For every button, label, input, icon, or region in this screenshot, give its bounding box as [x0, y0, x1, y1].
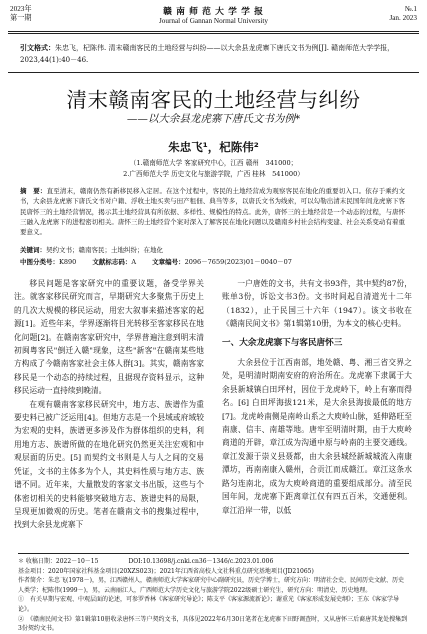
classification-line: [20, 257, 405, 267]
clc-value: K890: [59, 258, 77, 266]
abstract: [20, 186, 405, 237]
citation-label: 引文格式：: [20, 43, 55, 52]
citation-rule: [8, 72, 419, 73]
footnote-1: ① 有关早期与宏观、中观层面的论述，可参罗香林《客家研究导论》；陈支平《客家源流新论》；谢重光《客家形成发展史纲》；王东《客家学导论》。: [18, 596, 400, 613]
footnote-authors: 作者简介：朱忠飞(1978－)，男，江西赣州人，赣南师范大学客家研究中心副研究员，历史学博士，研究方向：明清社会史、民间历史文献、历史人类学；杞陈伟(1999－)，男，云南丽江人，广西师范大学历史文化与旅游学院2022级硕士研究生，研究方向：明清史、历史地理。: [18, 577, 404, 594]
body-paragraph: 大余县位于江西南部，地处赣、粤、湘三省交界之处，是明清时期南安府的府治所在。龙虎寨下隶属于大余县新城镇白田坪村，因位于龙虎岭下，岭上有寨而得名。[6] 白田坪海拔121米，是大余县海拔最低的地方[7]。龙虎岭南侧是南岭山系之大庾岭山脉，延伸路旺至南康、信丰、南雄等地。唐牢至明清时期，由于大庾岭商道的开辟，章江成为沟通中原与岭南的主要交通线。章江发源于崇义县聂都，由大余县城经新城城流入南康潭坊，再南南康入赣州，合贡江而成赣江。章江这条水路匀连南北，成为大庾岭商道的重要组成部分。清至民国年间，龙虎寨下距离章江仅有四五百米，交通便利。章江沿岸一带，以低: [222, 358, 412, 515]
abstract-text: 直至清末，赣南仍然有新移民移入定居。在这个过程中，客民的土地经营成为观察客民在地化的重要切入口。依存于乘约文书，大余县龙虎寨下唐氏文书对户籍、浮收土地买卖与田产租佃、典当等多，以唐氏文书为线索，可以勾勒出清末民国年间龙虎寨下客民唐怀三的土地经营情况，揭示其土地经营具有所依据、多样性、规模性的特点。此外，唐怀三的土地经营是一个动态的过程，与唐怀三融入龙虎寨下的进程密切相关。唐怀三的土地经营个案对深入了解客民在地化问题以及赣南乡村社会结构变建、社会关系变动有着重要意义。: [20, 187, 406, 237]
header-issue: 第一期: [10, 14, 32, 22]
keywords: [20, 245, 405, 255]
header-year: 2023年: [10, 5, 32, 13]
body-paragraph: 移民问题是客家研究中的重要议题，备受学界关注。就客家移民研究而言，早期研究大多聚焦于历史上的几次大规模的移民运动，用宏大叙事来描述客家的起源[1]。近些年来，学界逐渐将目光转移至客家移民在地化问题[2]。在赣南客家研究中，学界普遍注意到明末清初闽粤客民"倒迁入赣"现象，这些"新客"在赣南某些地方构成了今赣南客家社会主体人群[3]。其实，赣南客家移民是一个动态的持续过程，且据现存资料显示，这种移民运动一直持续到晚清。: [14, 279, 204, 396]
journal-name-cn: 赣 南 师 范 大 学 学 报: [163, 6, 264, 16]
article-title: 清末赣南客民的土地经营与纠纷: [66, 88, 361, 112]
footnote-funding: 基金项目：2020年国家社科基金项目(20XZS023)；2021年江西省高校人文社科重点研究基地项目(JD21065): [18, 567, 314, 575]
article-subtitle: ——以大余县龙虎寨下唐氏文书为例*: [126, 113, 301, 125]
body-column-left: [14, 277, 204, 532]
body-paragraph: 一户唐姓的文书，共有文书93件，其中契约87份，账单3份，诉讼文书3份。文书时间起自清道光十二年（1832），止于民国三十六年（1947）。该文书收在《赣南民间文书》第1辑第10册，为本文的核心史料。: [222, 279, 412, 329]
affiliation-2: 2.广西师范大学 历史文化与旅游学院，广西 桂林 541000）: [123, 170, 304, 178]
footnotes: [18, 557, 409, 634]
footnote-received: ＊ 收稿日期：2022－10－15 DOI:10.13698/j.cnki.cn36－1346/c.2023.01.006: [18, 558, 274, 565]
footnote-2: ② 《赣南民间文书》第1辑第10册收录唐怀三等户契约文书，具体见2022年6月30日笔者在龙虎寨下田野调查时，又从唐怀三后裔唐其龙处搜集到3份契约文书。: [18, 615, 408, 633]
article-number-label: 文章编号：: [152, 258, 185, 266]
article-authors: 朱忠飞¹，杞陈伟²: [168, 140, 259, 154]
doc-code-value: A: [131, 258, 137, 266]
journal-header: [8, 4, 419, 30]
keywords-label: 关键词：: [20, 246, 46, 254]
journal-name-en: Journal of Gannan Normal University: [159, 17, 268, 25]
article-number-value: 2096－7659(2023)01－0040－07: [184, 258, 292, 266]
abstract-label: 摘 要：: [20, 187, 47, 195]
header-rule-bottom: [8, 33, 419, 34]
header-number: №.1: [404, 5, 417, 13]
doc-code-label: 文献标志码：: [92, 258, 132, 266]
affiliation-1: （1.赣南师范大学 客家研究中心，江西 赣州 341000；: [129, 159, 298, 167]
header-right: [389, 5, 417, 23]
body-column-right: [222, 277, 412, 517]
citation-text: 朱忠飞，杞陈伟. 清末赣南客民的土地经营与纠纷——以大余县龙虎寨下唐氏文书为例[J]. 赣南师范大学学报，2023,44(1):40－46.: [20, 44, 395, 64]
section-heading: 一、大余龙虎寨下与客民唐怀三: [222, 337, 343, 348]
keywords-text: 契约文书；赣南客民；土地纠纷；在地化: [46, 246, 163, 254]
clc-label: 中图分类号：: [20, 258, 59, 266]
citation-format: [20, 42, 411, 66]
body-paragraph: 在观有赣南客家移民研究中，地方志、族谱作为重要史料已被广泛运用[4]。但地方志是一个县域或府域较为宏观的史料，族谱更多涉及作为群体组织的史料，利用地方志、族谱所做的在地化研究仍然更关注宏观和中观层面的历史。[5] 而契约文书则是人与人之间的交易凭证，文书的主体多为个人，其史料性质与地方志、族谱不同。近年来，大量散发的客家文书出版，这些与个体密切相关的史料能够突破地方志、族谱史料的局限，呈现更加微观的历史。笔者在赣南文书的搜集过程中，找到大余县龙虎寨下: [14, 399, 204, 530]
author-affiliations: [0, 158, 427, 180]
footnote-rule: [18, 553, 409, 554]
header-center: [8, 4, 419, 25]
header-rule-top: [8, 31, 419, 32]
header-date: Jan. 2023: [389, 14, 417, 22]
